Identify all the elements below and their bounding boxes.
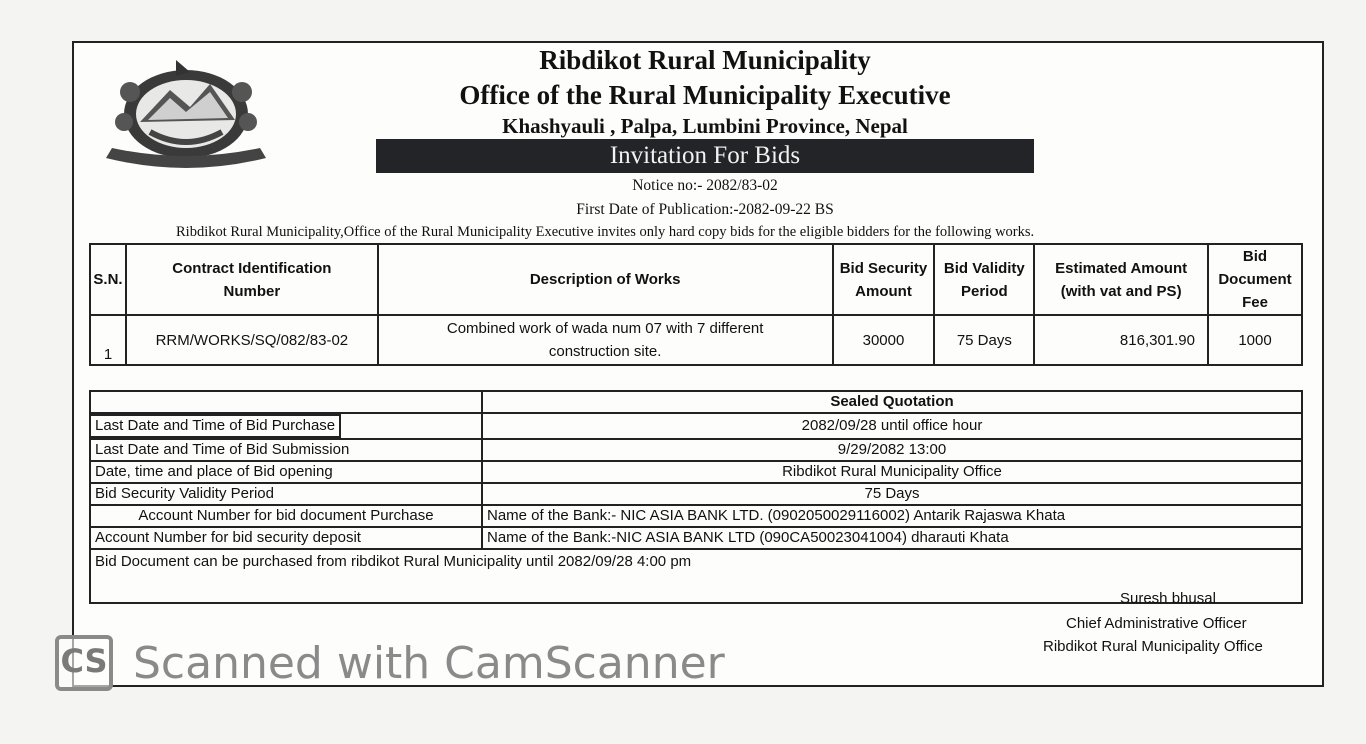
blank-cell (90, 391, 482, 413)
table-row (90, 315, 1302, 365)
info-value: Ribdikot Rural Municipality Office (482, 461, 1302, 483)
cell-description: Combined work of wada num 07 with 7 different construction site. (378, 315, 833, 365)
camscanner-logo-icon: CS (55, 635, 113, 691)
info-label (90, 413, 482, 439)
info-value: Name of the Bank:- NIC ASIA BANK LTD. (0902050029116002) Antarik Rajaswa Khata (482, 505, 1302, 527)
info-label: Last Date and Time of Bid Submission (90, 439, 482, 461)
signatory-title: Chief Administrative Officer (1066, 615, 1247, 632)
signatory-office: Ribdikot Rural Municipality Office (1043, 638, 1263, 655)
info-label: Account Number for bid document Purchase (90, 505, 482, 527)
intro-text: Ribdikot Rural Municipality,Office of the Rural Municipality Executive invites only hard copy bids for the eligible bidders for the following works. (176, 224, 1035, 240)
purchase-note: Bid Document can be purchased from ribdikot Rural Municipality until 2082/09/28 4:00 pm (90, 549, 1302, 603)
office-name: Office of the Rural Municipality Executive (459, 80, 951, 110)
header-description: Description of Works (378, 244, 833, 315)
document-title-banner: Invitation For Bids (376, 139, 1034, 173)
address: Khashyauli , Palpa, Lumbini Province, Nepal (502, 114, 908, 138)
info-value: Name of the Bank:-NIC ASIA BANK LTD (090CA50023041004) dharauti Khata (482, 527, 1302, 549)
works-table (89, 243, 1303, 366)
info-label: Date, time and place of Bid opening (90, 461, 482, 483)
table-row (90, 483, 1302, 505)
table-row (90, 505, 1302, 527)
header-contract: Contract Identification Number (126, 244, 378, 315)
header-document-fee: Bid Document Fee (1208, 244, 1302, 315)
cell-estimated-amount: 816,301.90 (1034, 315, 1208, 365)
table-row (90, 439, 1302, 461)
table-row (90, 461, 1302, 483)
signatory-name: Suresh bhusal (1120, 590, 1216, 607)
nepal-emblem-icon (100, 52, 272, 170)
cell-sn: 1 (90, 315, 126, 365)
header-bid-security: Bid Security Amount (833, 244, 935, 315)
notice-number: Notice no:- 2082/83-02 (632, 177, 778, 194)
header-sn: S.N. (90, 244, 126, 315)
cell-bid-validity: 75 Days (934, 315, 1034, 365)
header-estimated-amount: Estimated Amount (with vat and PS) (1034, 244, 1208, 315)
works-table-header (90, 244, 1302, 315)
municipality-name: Ribdikot Rural Municipality (539, 45, 871, 75)
cell-bid-security: 30000 (833, 315, 935, 365)
info-label: Account Number for bid security deposit (90, 527, 482, 549)
table-row (90, 527, 1302, 549)
table-row (90, 413, 1302, 439)
info-label: Bid Security Validity Period (90, 483, 482, 505)
publication-date: First Date of Publication:-2082-09-22 BS (576, 201, 834, 218)
info-value: 9/29/2082 13:00 (482, 439, 1302, 461)
sealed-quotation-title: Sealed Quotation (482, 391, 1302, 413)
info-value: 2082/09/28 until office hour (482, 413, 1302, 439)
camscanner-watermark: Scanned with CamScanner (133, 638, 725, 689)
bid-purchase-label: Last Date and Time of Bid Purchase (91, 414, 341, 438)
cell-contract: RRM/WORKS/SQ/082/83-02 (126, 315, 378, 365)
cell-document-fee: 1000 (1208, 315, 1302, 365)
info-value: 75 Days (482, 483, 1302, 505)
table-row (90, 391, 1302, 413)
header-bid-validity: Bid Validity Period (934, 244, 1034, 315)
quotation-info-table (89, 390, 1303, 604)
